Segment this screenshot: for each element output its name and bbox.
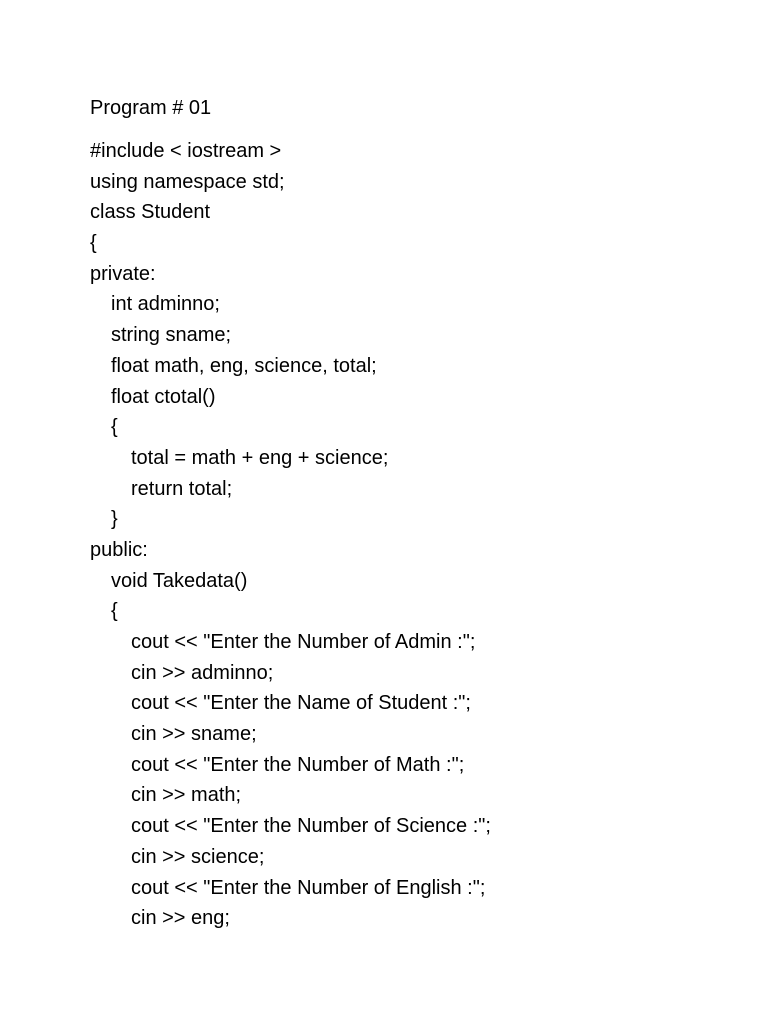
- code-line: string sname;: [111, 324, 232, 347]
- code-line: cin >> eng;: [131, 907, 230, 930]
- code-line: cout << "Enter the Number of Admin :";: [131, 631, 476, 653]
- code-line: {: [111, 416, 118, 439]
- code-line: return total;: [131, 477, 233, 500]
- code-line: }: [111, 508, 118, 531]
- code-line: cout << "Enter the Name of Student :";: [131, 692, 471, 715]
- code-line: #include < iostream >: [90, 140, 282, 162]
- code-line: cout << "Enter the Number of Science :";: [131, 815, 491, 838]
- code-line: cout << "Enter the Number of English :";: [131, 876, 486, 899]
- code-line: int adminno;: [111, 293, 220, 316]
- code-line: {: [90, 232, 97, 255]
- code-line: {: [111, 600, 118, 623]
- code-line: float ctotal(): [111, 385, 216, 408]
- code-line: cout << "Enter the Number of Math :";: [131, 753, 465, 776]
- document-title: Program # 01: [90, 97, 212, 119]
- code-line: public:: [90, 538, 148, 561]
- code-line: using namespace std;: [90, 170, 285, 193]
- code-line: cin >> adminno;: [131, 661, 274, 684]
- code-line: cin >> math;: [131, 784, 242, 807]
- code-line: private:: [90, 262, 156, 285]
- code-block: [90, 136, 750, 934]
- code-line: float math, eng, science, total;: [111, 354, 377, 377]
- code-line: cin >> sname;: [131, 723, 257, 746]
- code-line: void Takedata(): [111, 569, 248, 592]
- code-line: class Student: [90, 201, 211, 224]
- code-line: total = math + eng + science;: [131, 446, 389, 469]
- code-line: cin >> science;: [131, 845, 265, 868]
